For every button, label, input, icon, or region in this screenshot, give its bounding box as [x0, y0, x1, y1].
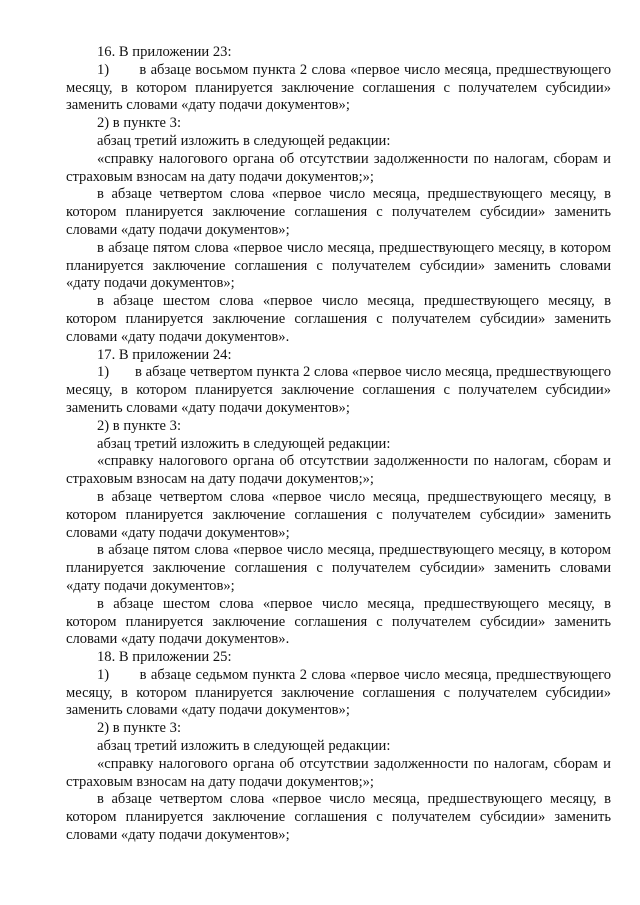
amendment-paragraph: 1) в абзаце восьмом пункта 2 слова «первое число месяца, предшествующего месяцу, в котором планируется заключение соглашения с получателем субсидии» заменить словами «дату подачи документов»;	[66, 61, 611, 114]
section-16	[66, 44, 611, 347]
amendment-paragraph: «справку налогового органа об отсутствии задолженности по налогам, сборам и страховым взносам на дату подачи документов;»;	[66, 453, 611, 488]
amendment-paragraph: абзац третий изложить в следующей редакции:	[97, 435, 391, 452]
section-18	[66, 649, 611, 845]
section-heading: 18. В приложении 25:	[97, 649, 232, 666]
section-heading: 17. В приложении 24:	[97, 346, 232, 363]
amendment-paragraph: в абзаце пятом слова «первое число месяца, предшествующего месяцу, в котором планируется заключение соглашения с получателем субсидии» заменить словами «дату подачи документов»;	[66, 542, 611, 594]
amendment-paragraph: 1) в абзаце четвертом пункта 2 слова «первое число месяца, предшествующего месяцу, в котором планируется заключение соглашения с получателем субсидии» заменить словами «дату подачи документов»;	[66, 364, 611, 416]
amendment-paragraph: 2) в пункте 3:	[97, 115, 182, 132]
amendment-paragraph: в абзаце пятом слова «первое число месяца, предшествующего месяцу, в котором планируется заключение соглашения с получателем субсидии» заменить словами «дату подачи документов»;	[66, 239, 611, 292]
amendment-paragraph: в абзаце шестом слова «первое число месяца, предшествующего месяцу, в котором планируется заключение соглашения с получателем субсидии» заменить словами «дату подачи документов».	[66, 293, 611, 345]
amendment-paragraph: абзац третий изложить в следующей редакции:	[97, 132, 391, 149]
amendment-paragraph: 1) в абзаце седьмом пункта 2 слова «первое число месяца, предшествующего месяцу, в котором планируется заключение соглашения с получателем субсидии» заменить словами «дату подачи документов»;	[66, 666, 611, 719]
amendment-paragraph: в абзаце четвертом слова «первое число месяца, предшествующего месяцу, в котором планируется заключение соглашения с получателем субсидии» заменить словами «дату подачи документов»;	[66, 488, 611, 541]
section-heading: 16. В приложении 23:	[97, 44, 232, 60]
amendment-paragraph: «справку налогового органа об отсутствии задолженности по налогам, сборам и страховым взносам на дату подачи документов;»;	[66, 150, 611, 185]
amendment-paragraph: в абзаце четвертом слова «первое число месяца, предшествующего месяцу, в котором планируется заключение соглашения с получателем субсидии» заменить словами «дату подачи документов»;	[66, 186, 611, 238]
amendment-paragraph: в абзаце четвертом слова «первое число месяца, предшествующего месяцу, в котором планируется заключение соглашения с получателем субсидии» заменить словами «дату подачи документов»;	[66, 791, 611, 844]
amendment-paragraph: 2) в пункте 3:	[97, 720, 182, 737]
amendment-paragraph: в абзаце шестом слова «первое число месяца, предшествующего месяцу, в котором планируется заключение соглашения с получателем субсидии» заменить словами «дату подачи документов».	[66, 595, 611, 648]
amendment-paragraph: «справку налогового органа об отсутствии задолженности по налогам, сборам и страховым взносам на дату подачи документов;»;	[66, 755, 611, 790]
section-17	[66, 347, 611, 650]
amendment-paragraph: абзац третий изложить в следующей редакции:	[97, 738, 391, 755]
document-page	[66, 44, 611, 845]
amendment-paragraph: 2) в пункте 3:	[97, 417, 182, 434]
